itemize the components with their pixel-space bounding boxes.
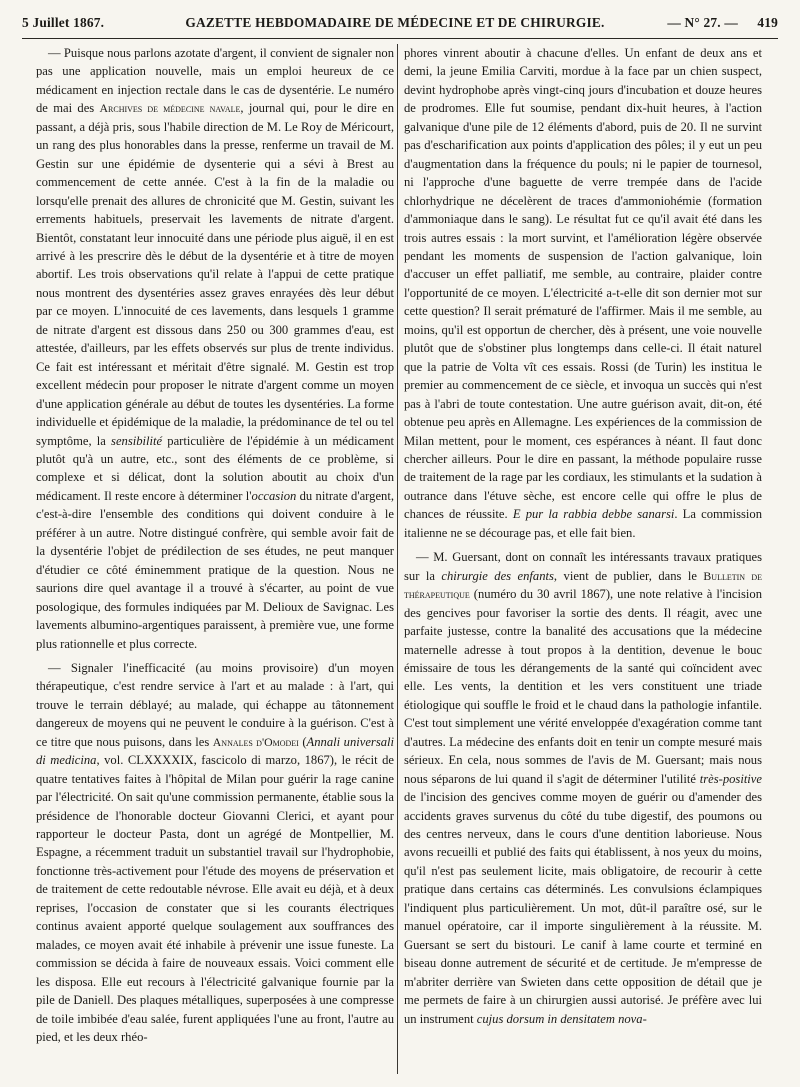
italic-term: occasion xyxy=(251,488,297,503)
article-rabies-electricity: — Signaler l'inefficacité (au moins provisoire) d'un moyen thérapeutique, c'est rendre service à l'art et au malade : à l'art, qui trouve le terrain déblayé; au malade, qui échappe au tâtonnement dangereux de moyens qui ne peuvent le conduire à la guérison. C'est à ce titre que nous puisons, dans les Annales d'Omodei (Annali universali di medicina, vol. CLXXXXIX, fascicolo di marzo, 1867), le récit de quatre tentatives faites à l'hôpital de Milan pour guérir la rage canine par l'électricité. On sait qu'une commission permanente, établie sous la présidence de l'honorable docteur Giovanni Clerici, et ayant pour rapporteur le docteur Pasta, dont un agrégé de Montpellier, M. Espagne, a récemment traduit un substantiel travail sur l'hydrophobie, fonctionne très-activement pour l'étude des moyens de préservation et de traitement de cette redoutable névrose. Elle avait eu déjà, et à deux reprises, l'occasion de constater que si les courants électriques continus avaient apporté quelque soulagement aux souffrances des malades, ce moyen avait été inhabile à prévenir une issue funeste. La commission se décida à faire de nouveaux essais. Voici comment elle les disposa. Elle eut recours à l'électricité galvanique fournie par la pile de Daniell. Des plaques métalliques, superposées à une compresse de toile imbibée d'eau salée, furent appliquées l'une au front, l'autre au pied, et les deux rhéo- xyxy=(36,660,394,1045)
italic-journal-name: Annali universali di medicina xyxy=(36,734,394,768)
left-column xyxy=(36,44,394,1080)
italic-term: chirurgie des enfants xyxy=(441,568,554,583)
article-rabies-electricity-continued: phores vinrent aboutir à chacune d'elles. Un enfant de deux ans et demi, la jeune Emilia Carviti, mordue à la face par un chien suspect, devint hydrophobe après vingt-cinq jours d'incubation et douze heures de prodromes. Elle fut soumise, pendant dix-huit heures, à l'action galvanique d'une pile de 12 éléments d'abord, puis de 20. Il ne survint pas d'escharification aux points d'application des pôles; il y eut un peu d'augmentation dans la fréquence du pouls; ni le papier de tournesol, ni l'approche d'une baguette de verre trempée dans de l'acide chlorhydrique ne décelèrent de traces d'ammoniohémie (formation d'ammoniaque dans le sang). Le résultat fut ce qu'il avait été dans les trois autres essais : la mort survint, et l'amélioration légère observée pendant les moments de suspension de l'action galvanique, loin d'accuser un effet palliatif, me semble, au contraire, plaider contre l'opportunité de ce moyen. L'électricité a-t-elle dit son dernier mot sur cette question? Il serait prématuré de l'affirmer. Mais il me semble, au moins, qu'il est opportun de chercher, dès à présent, une voie nouvelle plutôt que de s'obstiner plus longtemps dans celle-ci. Il était naturel que la patrie de Volta vît ces essais. Rossi (de Turin) les institua le premier au commencement de ce siècle, et invoqua un succès qui n'est pas à l'abri de toute contestation. Une autre guérison avait, dit-on, été obtenue peu après en Allemagne. Les expériences de la commission de Milan mettent, pour le moment, ces espérances à néant. Il faut donc chercher ailleurs. Pour le dire en passant, la méthode populaire russe de traitement de la rage par les cordiaux, les stimulants et la sudation à outrance dans l'étuve sèche, est encore celle qui offre le plus de chances de réussite. E pur la rabbia debbe sanarsi. La commission italienne ne se décourage pas, et elle fait bien. xyxy=(404,46,762,540)
right-column xyxy=(404,44,762,1080)
journal-name-annales: Annales d'Omodei xyxy=(212,734,299,749)
article-silver-nitrate-dysentery: — Puisque nous parlons azotate d'argent, il convient de signaler non pas une application nouvelle, mais un emploi heureux de ce médicament en injection rectale dans le cas de dysentérie. Le numéro de mai des Archives de médecine navale, journal qui, pour le dire en passant, a déjà pris, sous l'habile direction de M. Le Roy de Méricourt, un rang des plus honorables dans la presse, renferme un travail de M. Gestin sur une épidémie de dysenterie qui a sévi à Brest au commencement de cette année. C'est à la fin de la maladie ou lorsqu'elle prenait des allures de chronicité que M. Gestin, suivant les errements habituels, preservait les lavements de nitrate d'argent. Bientôt, constatant leur innocuité dans une période plus aiguë, il en est arrivé à les prescrire dès le début de la dysentérie et à titre de moyen abortif. Les trois observations qu'il relate à l'appui de cette pratique nous montrent des dysentéries assez graves enrayées dès leur début par ce moyen. L'innocuité de ces lavements, dans lesquels 1 gramme de nitrate d'argent est dissous dans 250 ou 300 grammes d'eau, est attestée, d'ailleurs, par les effets observés sur plus de trente individus. Ce fait est intéressant et méritait d'être signalé. M. Gestin est trop excellent médecin pour proposer le nitrate d'argent comme un moyen d'une application générale au début de toutes les dysentéries. La forme individuelle et épidémique de la maladie, la prédominance de tel ou tel symptôme, la sensibilité particulière de l'épidémie à un médicament plutôt qu'à un autre, etc., sont des éléments de ce problème, si complexe et si délicat, dont la solution aboutit au choix d'un médicament. Il reste encore à déterminer l'occasion du nitrate d'argent, c'est-à-dire l'ensemble des conditions qui doivent conduire à le préférer à un autre. Notre distingué confrère, qui semble avoir fait de la dysentérie l'objet de prédilection de ses études, ne peut manquer d'étudier ce côté éminemment pratique de la question. Nous ne saurions dire quel avantage il a trouvé à s'écarter, au point de vue posologique, des formules indiquées par M. Delioux de Savignac. Les lavements albumino-argentiques paraissent, à première vue, une forme plus rationnelle et plus correcte. xyxy=(36,46,394,651)
issue-number: — N° 27. — xyxy=(667,15,738,30)
page-number: 419 xyxy=(757,15,778,30)
italic-quote: cujus dorsum in densitatem nova- xyxy=(476,1011,647,1026)
column-divider xyxy=(397,44,398,1074)
page-header xyxy=(22,8,778,38)
italic-term: sensibilité xyxy=(111,433,163,448)
journal-title: GAZETTE HEBDOMADAIRE DE MÉDECINE ET DE CHIRURGIE. xyxy=(185,15,605,30)
journal-name-bulletin: Bulletin de thérapeutique xyxy=(404,568,762,602)
article-gum-incision: — M. Guersant, dont on connaît les intéressants travaux pratiques sur la chirurgie des enfants, vient de publier, dans le Bulletin de thérapeutique (numéro du 30 avril 1867), une note relative à l'incision des gencives pour favoriser la sortie des dents. Il réagit, avec une parfaite justesse, contre la banalité des accusations que la médecine maternelle adresse à tout propos à la dentition, devenue le bouc émissaire de tous les dérangements de la santé qui coïncident avec elle. Les vents, la dentition et les vers constituent une triade étiologique qui souffle le froid et le chaud dans la pathologie infantile. C'est tout simplement une vérité enveloppée d'exagération comme tant d'autres. La médecine des enfants doit en tenir un compte mesuré mais sérieux. En cela, nous sommes de l'avis de M. Guersant; mais nous nous séparons de lui quand il s'agit de déterminer l'utilité très-positive de l'incision des gencives comme moyen de guérir ou d'amender des accidents graves survenus du côté du tube digestif, des poumons ou des centres nerveux, dans le cours d'une dentition laborieuse. Nous avons recueilli et publié des faits qui établissent, à nos yeux du moins, qu'il n'est pas seulement licite, mais obligatoire, de recourir à cette pratique dans certains cas déterminés. Les convulsions éclampiques l'indiquent plus particulièrement. Un mot, dût-il paraître osé, sur le manuel opératoire, car il importe singulièrement à la réussite. M. Guersant se sert du bistouri. Le canif à lame courte et terminé en biseau donne autrement de sécurité et de certitude. Je m'empresse de m'abriter derrière van Swieten dans cette opposition de détail que je me permets de faire à un chirurgien aussi autorisé. Je préfère avec lui un instrument cujus dorsum in densitatem nova- xyxy=(404,550,762,1026)
italic-term: très-positive xyxy=(699,771,762,786)
header-rule xyxy=(22,38,778,39)
italic-quote: E pur la rabbia debbe sanarsi xyxy=(512,507,675,522)
journal-name-archives: Archives de médecine navale xyxy=(99,101,241,116)
header-date: 5 Juillet 1867. xyxy=(22,15,105,30)
